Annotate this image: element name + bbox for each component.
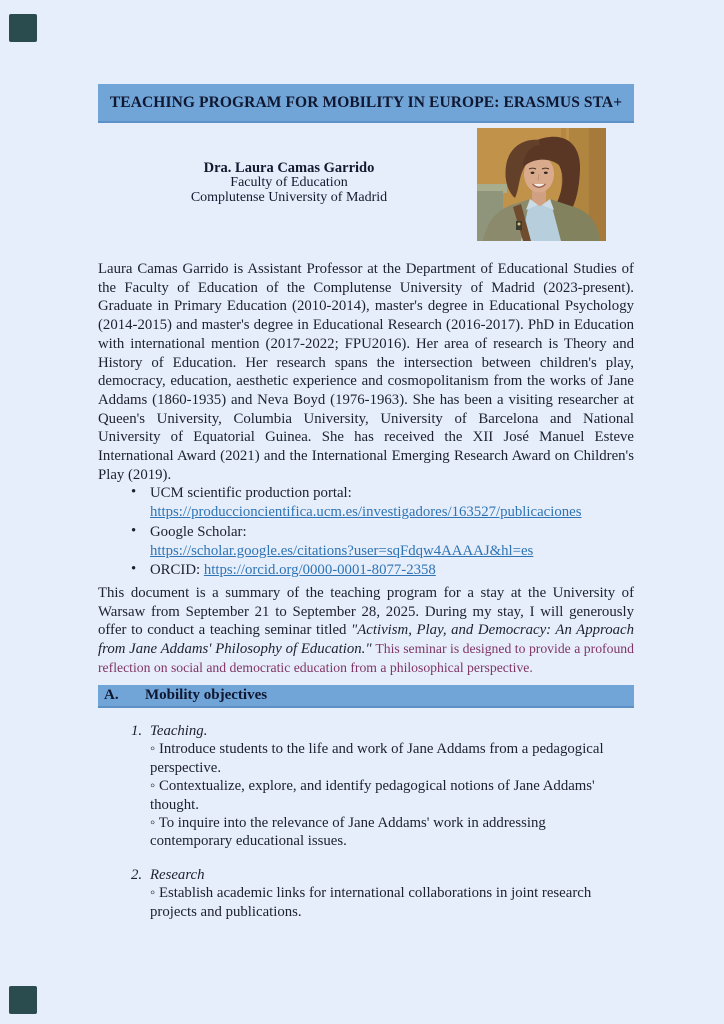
objective-number: 2.: [131, 866, 143, 883]
author-block: [98, 161, 480, 205]
link-item-ucm: [98, 484, 634, 523]
bio-paragraph: Laura Camas Garrido is Assistant Professor at the Department of Educational Studies of the Faculty of Education of the Complutense University of Madrid (2023-present). Graduate in Primary Education (2010-2014), master's degree in Educational Psychology (2014-2015) and master's degree in Educational Research (2016-2017). PhD in Education with international mention (2017-2022; FPU2016). Her area of research is Theory and History of Education. Her research spans the intersection between children's play, democracy, education, aesthetic experience and cosmopolitanism from the works of Jane Addams (1860-1935) and Neva Boyd (1976-1963). She has been a visiting researcher at Queen's University, Columbia University, University of Barcelona and National University of Equatorial Guinea. She has received the XII José Manuel Esteve International Award (2021) and the International Emerging Research Award on Children's Play (2019).: [98, 261, 634, 483]
point-marker: ◦: [150, 778, 156, 795]
objective-title: Research: [150, 866, 205, 883]
link-item-scholar: [98, 523, 634, 562]
links-list: [98, 484, 634, 580]
portrait-illustration: [477, 128, 606, 241]
objective-point: ◦ Introduce students to the life and work of Jane Addams from a pedagogical perspective.: [150, 741, 604, 776]
link-label: ORCID:: [150, 562, 201, 579]
bullet-icon: •: [131, 522, 137, 539]
page-corner-mark-top: [9, 14, 37, 42]
objective-title: Teaching.: [150, 723, 208, 739]
objectives-list: [131, 722, 620, 921]
section-a-header: [98, 685, 634, 708]
author-name: Dra. Laura Camas Garrido: [203, 160, 375, 176]
link-label: UCM scientific production portal:: [150, 485, 352, 501]
author-faculty: Faculty of Education: [230, 174, 348, 190]
link-label: Google Scholar:: [150, 523, 247, 540]
point-marker: ◦: [150, 885, 156, 902]
objective-number: 1.: [131, 723, 143, 739]
section-letter: A.: [104, 687, 119, 703]
point-marker: ◦: [150, 815, 156, 832]
link-ucm-url[interactable]: https://produccioncientifica.ucm.es/investigadores/163527/publicaciones: [150, 504, 582, 521]
document-title: TEACHING PROGRAM FOR MOBILITY IN EUROPE: ERASMUS STA+: [109, 94, 623, 111]
bullet-icon: •: [131, 561, 137, 578]
objective-teaching: [131, 722, 620, 851]
objective-point: ◦ Establish academic links for international collaborations in joint research projects and publications.: [150, 885, 592, 920]
summary-lead: This document is a summary of the teaching program for a stay at the University of Warsaw from September 21 to September 28, 2025. During my stay, I will generously offer to conduct a teaching seminar titled: [98, 585, 634, 639]
seminar-title: "Activism, Play, and Democracy: An Approach from Jane Addams' Philosophy of Education.": [98, 622, 634, 658]
summary-paragraph: [98, 584, 634, 678]
summary-highlight: This seminar is designed to provide a profound reflection on social and democratic education from a philosophical perspective.: [98, 641, 634, 675]
bullet-icon: •: [131, 484, 137, 500]
objective-point: ◦ To inquire into the relevance of Jane Addams' work in addressing contemporary educational issues.: [150, 815, 546, 850]
link-orcid-url[interactable]: https://orcid.org/0000-0001-8077-2358: [203, 562, 436, 579]
page-corner-mark-bottom: [9, 986, 37, 1014]
link-scholar-url[interactable]: https://scholar.google.es/citations?user=sqFdqw4AAAAJ&hl=es: [150, 542, 534, 559]
section-title: Mobility objectives: [145, 687, 268, 703]
objective-research: [131, 866, 620, 921]
document-title-banner: [98, 84, 634, 123]
link-item-orcid: [98, 561, 634, 580]
author-university: Complutense University of Madrid: [190, 189, 388, 205]
point-marker: ◦: [150, 741, 156, 758]
author-photo: [477, 128, 606, 241]
objective-point: ◦ Contextualize, explore, and identify pedagogical notions of Jane Addams' thought.: [150, 778, 595, 813]
